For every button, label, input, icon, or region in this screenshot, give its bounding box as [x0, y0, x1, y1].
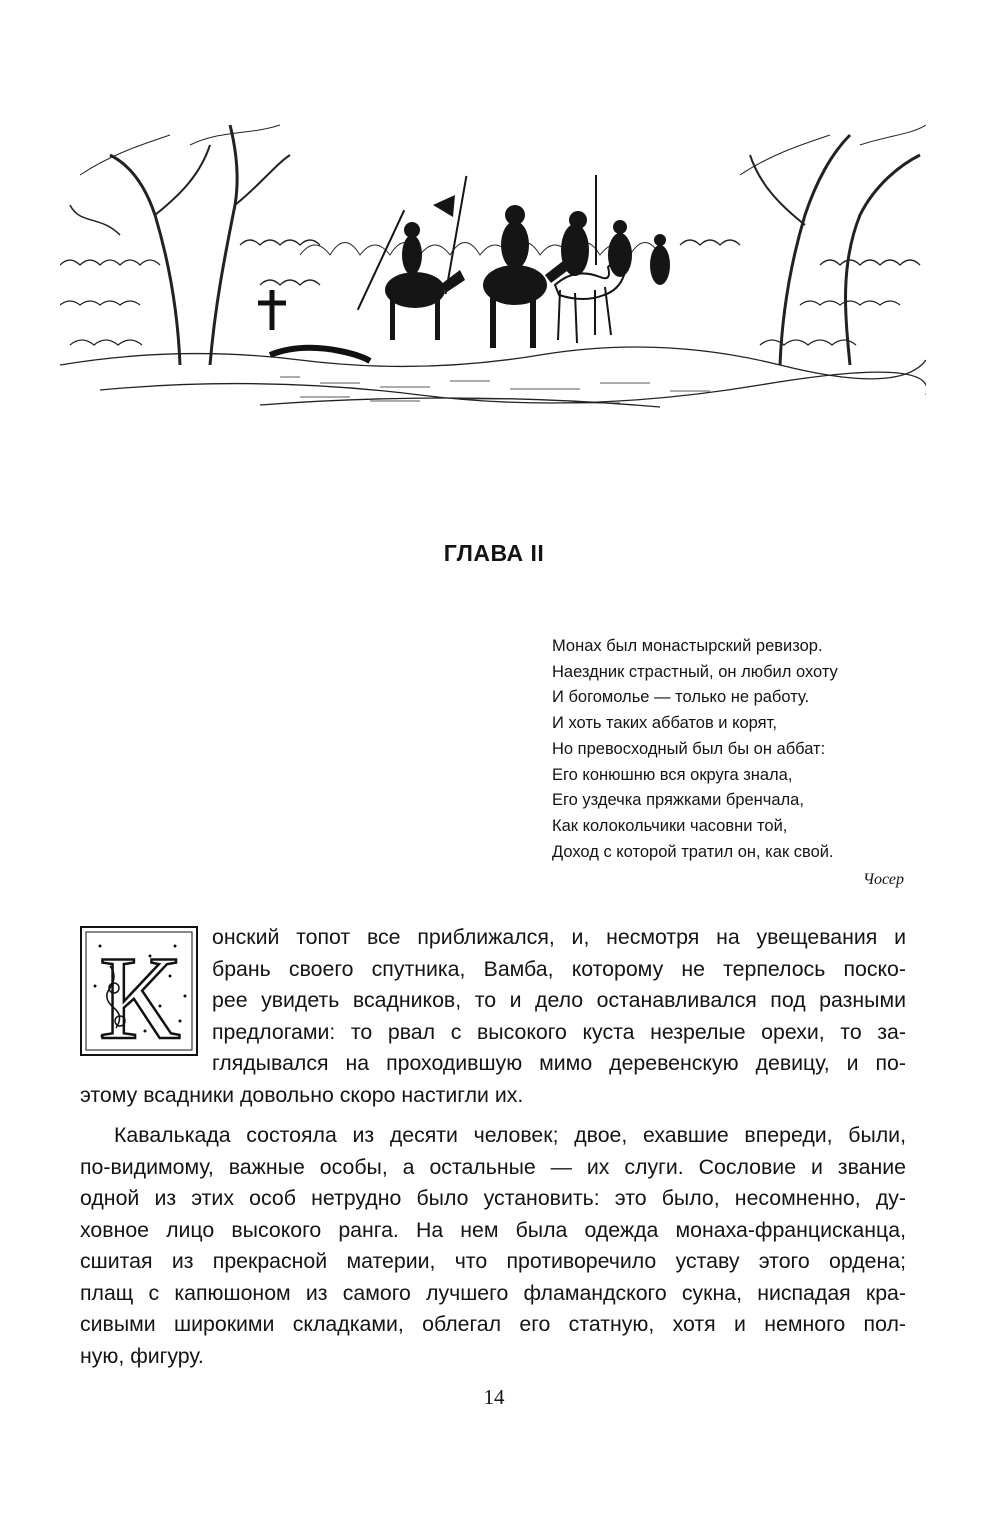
epigraph-line: Но превосходный был бы он аббат: [552, 739, 826, 758]
text-line: плащ с капюшоном из самого лучшего фламандского сукна, ниспадая кра- [80, 1280, 906, 1305]
text-line: сивыми широкими складками, облегал его статную, хотя и немного пол- [80, 1312, 906, 1336]
page-number: 14 [483, 1385, 505, 1409]
text-line: этому всадники довольно скоро настигли их. [80, 1082, 524, 1107]
epigraph-line: Его уздечка пряжками бренчала, [552, 791, 804, 810]
epigraph-line: Его конюшню вся округа знала, [552, 765, 793, 784]
text-line: брань своего спутника, Вамба, которому не терпелось поско- [212, 956, 906, 981]
cavalcade-illustration [60, 115, 926, 415]
paragraph-1 [80, 922, 906, 1111]
chapter-body [80, 922, 906, 1372]
chapter-title: ГЛАВА II [443, 540, 545, 566]
epigraph-line: Как колокольчики часовни той, [552, 816, 788, 835]
epigraph-line: Доход с которой тратил он, как свой. [552, 842, 834, 861]
dropcap-text: К [98, 931, 180, 1056]
text-line: онский топот все приближался, и, несмотря на увещевания и [212, 925, 906, 949]
paragraph-2 [80, 1120, 906, 1372]
epigraph-line: И хоть таких аббатов и корят, [552, 714, 777, 733]
epigraph-line: Монах был монастырский ревизор. [552, 637, 823, 655]
epigraph-line: И богомолье — только не работу. [552, 688, 810, 707]
text-line: сшитая из прекрасной материи, что противоречило уставу этого ордена; [80, 1249, 906, 1273]
epigraph [552, 634, 906, 893]
text-line: по-видимому, важные особы, а остальные — их слуги. Сословие и звание [80, 1154, 906, 1179]
epigraph-author: Чосер [862, 871, 904, 889]
text-line: одной из этих особ нетрудно было установить: это было, несомненно, ду- [80, 1186, 906, 1210]
text-line: ную, фигуру. [80, 1343, 204, 1368]
text-line: рее увидеть всадников, то и дело останавливался под разными [212, 988, 906, 1012]
text-line: предлогами: то рвал с высокого куста незрелые орехи, то за- [212, 1019, 906, 1044]
text-line: ховное лицо высокого ранга. На нем была одежда монаха-францисканца, [80, 1217, 906, 1242]
epigraph-line: Наездник страстный, он любил охоту [552, 662, 838, 681]
dropcap-letter [80, 926, 198, 1056]
text-line: глядывался на проходившую мимо деревенскую девицу, и по- [212, 1051, 906, 1075]
text-line: Кавалькада состояла из десяти человек; двое, ехавшие впереди, были, [114, 1123, 906, 1147]
